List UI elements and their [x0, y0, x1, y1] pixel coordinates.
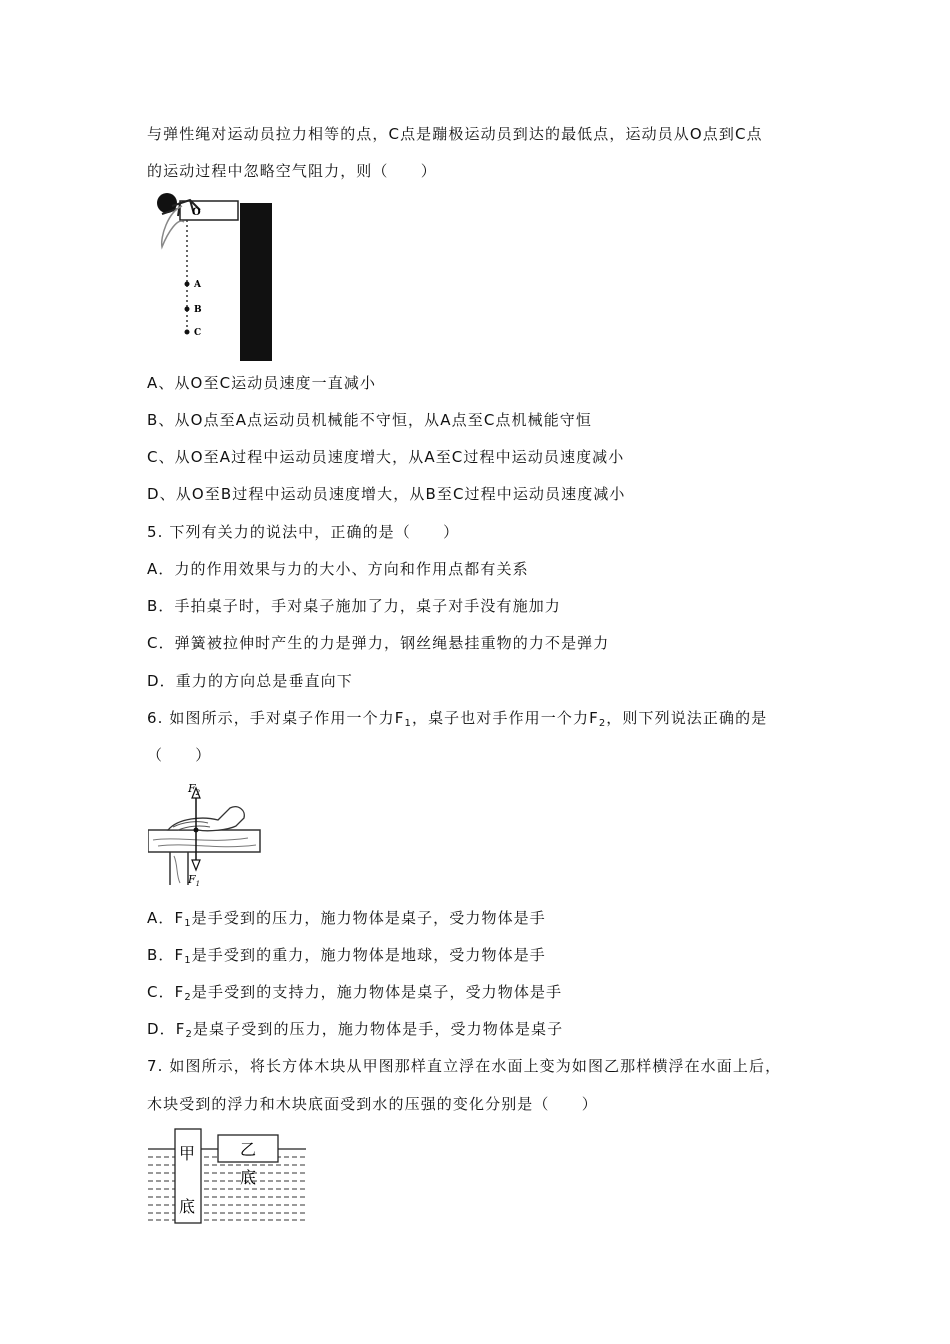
q4-option-d: D、从O至B过程中运动员速度增大，从B至C过程中运动员速度减小: [147, 485, 626, 503]
label-f1: $F_1$: [188, 873, 201, 888]
point-b: [185, 307, 190, 312]
q6d-prefix: D．F: [147, 1020, 186, 1038]
q6-option-c: [147, 982, 562, 1008]
label-di-jia: 底: [179, 1197, 196, 1216]
label-yi: 乙: [240, 1140, 257, 1159]
q5-option-b: B．手拍桌子时，手对桌子施加了力，桌子对手没有施加力: [147, 597, 561, 615]
label-b: B: [194, 305, 202, 315]
q5-option-d: D．重力的方向总是垂直向下: [147, 672, 353, 690]
q6c-prefix: C．F: [147, 983, 185, 1001]
label-o: O: [192, 207, 201, 218]
question-5-stem: 5. 下列有关力的说法中，正确的是（ ）: [147, 523, 460, 541]
question-6-paren: （ ）: [147, 746, 212, 764]
subscript-1: 1: [184, 955, 192, 966]
q6-option-a: [147, 908, 546, 934]
platform: [180, 201, 238, 220]
q4-option-a: A、从O至C运动员速度一直减小: [147, 374, 377, 392]
q5-option-c: C．弹簧被拉伸时产生的力是弹力，钢丝绳悬挂重物的力不是弹力: [147, 634, 610, 652]
q6a-text: 是手受到的压力，施力物体是桌子，受力物体是手: [191, 909, 546, 927]
q6-option-b: [147, 945, 546, 971]
point-c: [185, 330, 190, 335]
subscript-2: 2: [184, 992, 192, 1003]
q6-text-part1: 6. 如图所示，手对桌子作用一个力F: [147, 709, 405, 727]
water-body: [148, 1157, 306, 1220]
question-4-text-line-1: 与弹性绳对运动员拉力相等的点，C点是蹦极运动员到达的最低点，运动员从O点到C点: [147, 125, 763, 143]
hand: [168, 807, 244, 831]
q4-option-c: C、从O至A过程中运动员速度增大，从A至C过程中运动员速度减小: [147, 448, 625, 466]
label-c: C: [194, 328, 202, 338]
question-4-text-line-2: 的运动过程中忽略空气阻力，则（ ）: [147, 162, 437, 180]
water-figure: [148, 1125, 308, 1225]
q6b-prefix: B．F: [147, 946, 185, 964]
q6a-prefix: A．F: [147, 909, 185, 927]
q6-text-part2: ，桌子也对手作用一个力F: [411, 709, 599, 727]
q6d-text: 是桌子受到的压力，施力物体是手，受力物体是桌子: [192, 1020, 564, 1038]
hand-table-figure: [148, 780, 263, 890]
label-di-yi: 底: [240, 1168, 257, 1187]
tower: [240, 203, 272, 361]
leg-grain: [174, 856, 180, 883]
force-point: [194, 828, 199, 833]
question-7-stem-line-2: 木块受到的浮力和木块底面受到水的压强的变化分别是（ ）: [147, 1095, 598, 1113]
q5-option-a: A．力的作用效果与力的大小、方向和作用点都有关系: [147, 560, 529, 578]
subscript-2: 2: [185, 1029, 193, 1040]
table-top: [148, 830, 260, 852]
question-7-stem-line-1: 7. 如图所示，将长方体木块从甲图那样直立浮在水面上变为如图乙那样横浮在水面上后，: [147, 1057, 782, 1075]
label-a: A: [194, 280, 201, 290]
q6-option-d: [147, 1019, 563, 1045]
subscript-2: 2: [598, 718, 607, 729]
question-6-stem: [147, 708, 767, 734]
bungee-figure: [150, 192, 280, 364]
label-jia: 甲: [179, 1144, 196, 1163]
f1-arrowhead: [192, 860, 200, 870]
q4-option-b: B、从O点至A点运动员机械能不守恒，从A点至C点机械能守恒: [147, 411, 592, 429]
label-f2: $F_2$: [188, 782, 201, 797]
q6b-text: 是手受到的重力，施力物体是地球，受力物体是手: [191, 946, 546, 964]
q6c-text: 是手受到的支持力，施力物体是桌子，受力物体是手: [191, 983, 563, 1001]
subscript-1: 1: [404, 718, 412, 729]
q6-text-part3: ，则下列说法正确的是: [606, 709, 768, 727]
subscript-1: 1: [184, 918, 192, 929]
point-a: [185, 282, 190, 287]
